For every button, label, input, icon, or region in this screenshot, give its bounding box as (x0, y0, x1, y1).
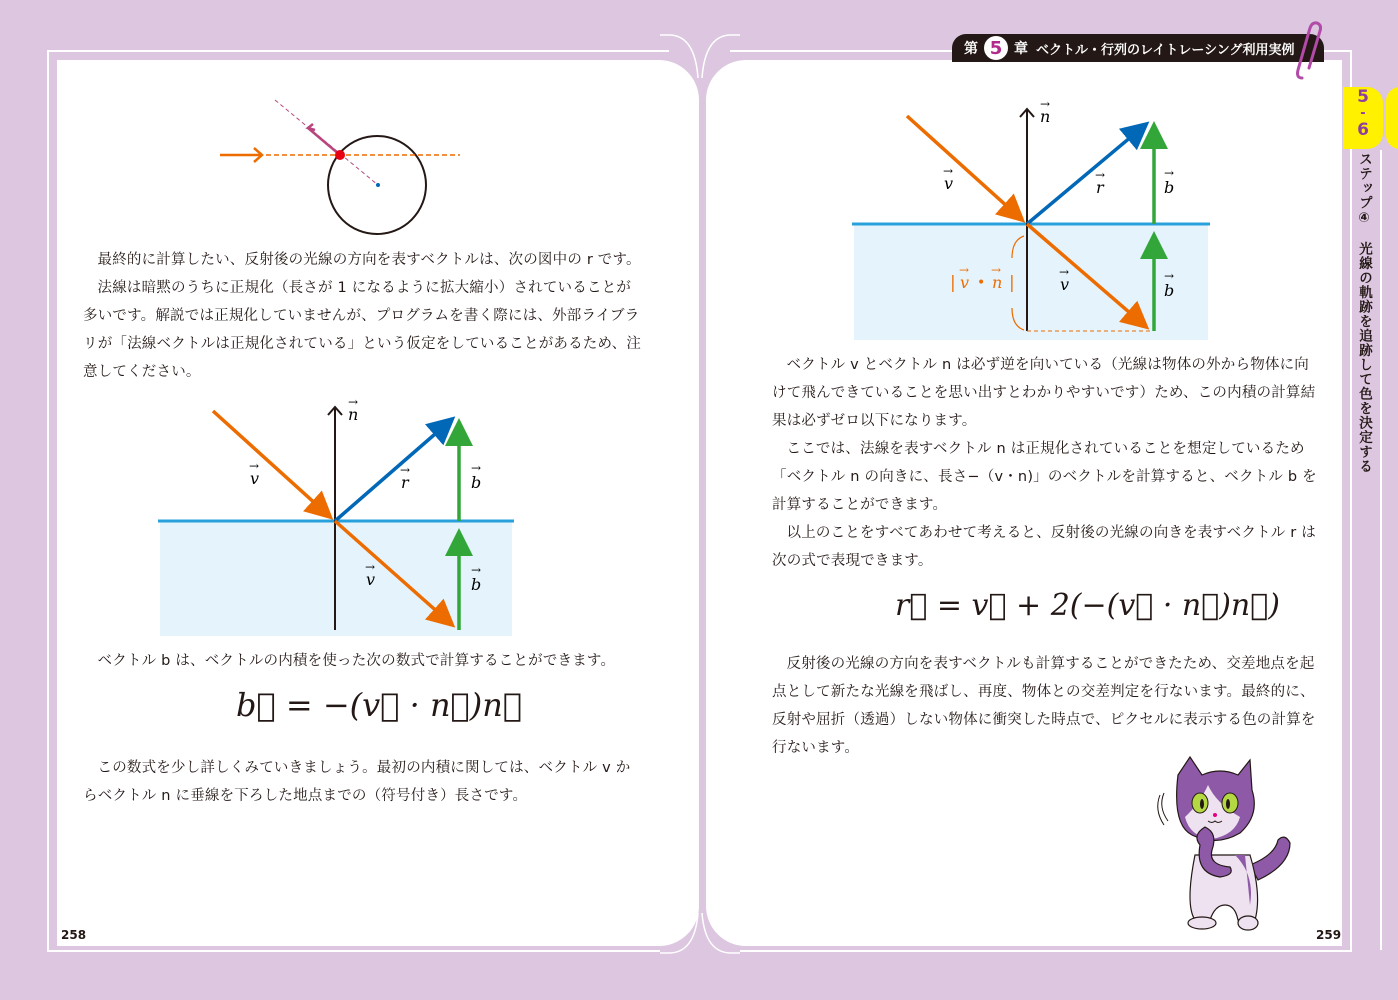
svg-text:v: v (960, 273, 970, 292)
svg-text:b: b (471, 473, 482, 492)
chapter-title: ベクトル・行列のレイトレーシング利用実例 (1036, 42, 1295, 58)
svg-text:v: v (1060, 275, 1070, 294)
section-tab-edge (1386, 87, 1398, 149)
left-paragraph-1: 最終的に計算したい、反射後の光線の方向を表すベクトルは、次の図中の r です。 法線は暗黙のうちに正規化（長さが 1 になるように拡大縮小）されていることが多いです。解説では正規化していませんが、プログラムを書く際には、外部ライブラリが「法線ベクトルは正規化されている」という仮定をしていることがあるため、注意してください。 (83, 252, 642, 380)
svg-text:→: → (1095, 168, 1106, 182)
chapter-suffix: 章 (1014, 41, 1028, 57)
svg-text:→: → (959, 263, 970, 277)
chapter-number-badge: 5 (984, 36, 1008, 60)
svg-text:v: v (366, 570, 376, 589)
label-n: n (348, 405, 359, 424)
svg-text:|: | (950, 273, 956, 293)
section-number: 5 - 6 (1357, 87, 1369, 140)
right-paragraph-4: 反射後の光線の方向を表すベクトルも計算することができたため、交差地点を起点として新たな光線を飛ばし、再度、物体との交差判定を行ないます。最終的に、反射や屈折（透過）しない物体に衝突した時点で、ピクセルに表示する色の計算を行ないます。 (772, 656, 1316, 756)
reflection-diagram-left (158, 398, 516, 638)
chapter-prefix: 第 (964, 41, 978, 57)
svg-text:r: r (401, 473, 409, 492)
svg-text:b: b (1164, 281, 1175, 300)
svg-text:n: n (992, 273, 1003, 292)
svg-text:→: → (365, 560, 376, 574)
chapter-header (952, 34, 1324, 62)
spine-bottom-ornament (660, 905, 740, 965)
svg-text:→: → (991, 263, 1002, 277)
paperclip-icon (1292, 20, 1322, 82)
right-paragraphs: ベクトル v とベクトル n は必ず逆を向いている（光線は物体の外から物体に向けて飛んできていることを思い出すとわかりやすいです）ため、この内積の計算結果は必ずゼロ以下になります。 ここでは、法線を表すベクトル n は正規化されていることを想定しているため「ベクトル n の向きに、長さ−（v・n)」のベクトルを計算すると、ベクトル b を計算することができます。 以上のことをすべてあわせて考えると、反射後の光線の向きを表すベクトル r は次の式で表現できます。 (772, 357, 1317, 569)
svg-text:→: → (400, 463, 411, 477)
spine-top-ornament (660, 30, 740, 90)
svg-text:→: → (249, 459, 260, 473)
svg-text:→: → (1164, 166, 1175, 180)
formula-r: r⃗ = v⃗ + 2(−(v⃗ · n⃗)n⃗) (895, 588, 1280, 623)
svg-text:r: r (1096, 178, 1104, 197)
page-number-right: 259 (1316, 928, 1342, 942)
svg-text:→: → (471, 563, 482, 577)
svg-text:|: | (1009, 273, 1015, 293)
formula-b: b⃗ = −(v⃗ · n⃗)n⃗ (236, 686, 523, 724)
svg-text:→: → (1059, 265, 1070, 279)
sphere-hit-diagram (210, 92, 470, 242)
reflection-diagram-right (852, 98, 1210, 343)
cat-mascot (1150, 755, 1300, 935)
svg-text:b: b (471, 575, 482, 594)
section-title-vertical: ステップ④ 光線の軌跡を追跡して色を決定する (1356, 152, 1372, 474)
svg-text:→: → (943, 164, 954, 178)
svg-text:•: • (977, 275, 986, 291)
svg-text:b: b (1164, 178, 1175, 197)
page-number-left: 258 (61, 928, 87, 942)
svg-text:→: → (1040, 98, 1051, 111)
svg-text:→: → (471, 461, 482, 475)
svg-text:→: → (348, 398, 359, 409)
svg-text:→: → (1164, 269, 1175, 283)
svg-text:v: v (250, 469, 260, 488)
left-paragraph-3: この数式を少し詳しくみていきましょう。最初の内積に関しては、ベクトル v からベクトル n に垂線を下ろした地点までの（符号付き）長さです。 (83, 760, 631, 804)
left-paragraph-2: ベクトル b は、ベクトルの内積を使った次の数式で計算することができます。 (97, 653, 616, 669)
svg-text:v: v (944, 174, 954, 193)
side-divider (1380, 150, 1382, 950)
svg-text:n: n (1040, 107, 1051, 126)
